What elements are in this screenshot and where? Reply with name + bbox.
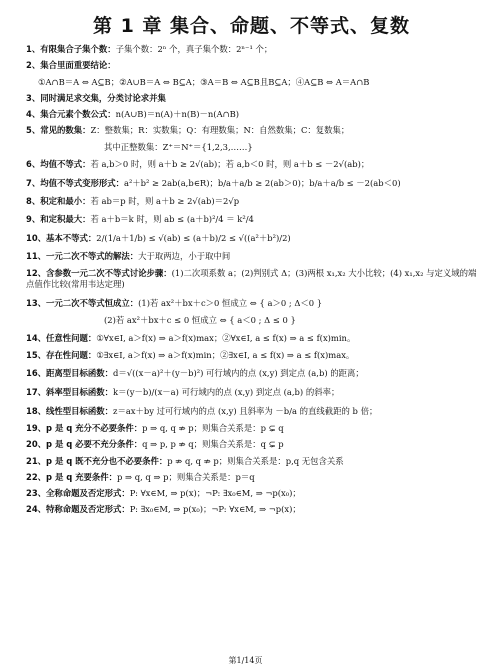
item-label: 积定和最小：: [40, 195, 91, 206]
item-label: 存在性问题：: [46, 349, 97, 360]
item-text: 大于取两边，小于取中间: [138, 251, 231, 262]
list-item: [26, 439, 477, 451]
item-text: 若 a,b＞0 时，则 a＋b ≥ 2√(ab)；若 a,b＜0 时，则 a＋b ≤ －2√(ab)；: [90, 159, 370, 170]
item-label: 线性型目标函数：: [46, 406, 114, 417]
item-number: 15、: [26, 349, 47, 360]
item-number: 23、: [26, 488, 47, 499]
item-text: n(A∪B)＝n(A)＋n(B)－n(A∩B): [115, 109, 240, 120]
item-number: 14、: [26, 333, 47, 344]
list-item: [26, 142, 477, 154]
item-number: 9、: [26, 214, 41, 225]
item-label: 一元二次不等式恒成立：: [46, 297, 139, 308]
item-text: k＝(y－b)/(x－a) 可行域内的点 (x,y) 到定点 (a,b) 的斜率；: [113, 387, 340, 398]
list-item: [26, 268, 477, 291]
list-item: [26, 333, 477, 345]
item-label: 任意性问题：: [46, 333, 97, 344]
item-label: 距离型目标函数：: [46, 368, 114, 379]
item-text: ①A∩B＝A ⇔ A⊆B；②A∪B＝A ⇔ B⊆A；③A＝B ⇔ A⊆B且B⊆A；④A⊆B ⇔ A＝A∩B: [38, 76, 370, 87]
list-item: [26, 93, 477, 105]
item-text: ①∀x∈I, a＞f(x) ⇒ a＞f(x)max；②∀x∈I, a ≤ f(x) ⇒ a ≤ f(x)min。: [96, 333, 356, 344]
list-item: [26, 504, 477, 516]
item-number: 13、: [26, 297, 47, 308]
item-text: a²＋b² ≥ 2ab(a,b∈R)；b/a＋a/b ≥ 2(ab＞0)；b/a＋a/b ≤ －2(ab＜0): [123, 177, 401, 188]
item-text: P: ∀x∈M, ⇒ p(x)；¬P: ∃x₀∈M, ⇒ ¬p(x₀)；: [129, 488, 301, 499]
item-text: (2)若 ax²＋bx＋c ≤ 0 恒成立 ⇔ { a＜0 ; Δ ≤ 0 }: [104, 315, 296, 326]
chapter-title: 第 1 章 集合、命题、不等式、复数: [92, 15, 411, 37]
list-item: [26, 251, 477, 263]
item-number: 3、: [26, 92, 41, 103]
item-text: 子集个数：2ⁿ 个，真子集个数：2ⁿ⁻¹ 个；: [115, 44, 273, 54]
list-item: [26, 232, 477, 245]
list-item: [26, 423, 477, 435]
item-number: 4、: [26, 109, 41, 120]
item-text: 若 ab＝p 时，则 a＋b ≥ 2√(ab)＝2√p: [90, 195, 240, 206]
item-number: 22、: [26, 471, 47, 482]
item-label: 一元二次不等式的解法：: [46, 251, 139, 262]
item-label: 集合里面重要结论：: [40, 60, 116, 71]
item-text: 其中正整数集：Z⁺＝N⁺＝{1,2,3,……}: [104, 141, 253, 152]
item-text: 2/(1/a＋1/b) ≤ √(ab) ≤ (a＋b)/2 ≤ √((a²＋b²)/2): [96, 233, 291, 244]
item-label: 常见的数集：: [40, 125, 91, 136]
list-item: [26, 472, 477, 484]
item-text: q ⇒ p, p ⇏ q；则集合关系是：q ⊊ p: [142, 439, 284, 450]
item-label: 斜率型目标函数：: [46, 387, 114, 398]
item-number: 7、: [26, 177, 41, 188]
item-number: 2、: [26, 60, 41, 71]
item-label: 特称命题及否定形式：: [46, 504, 130, 515]
list-item: [26, 159, 477, 171]
item-number: 12、: [26, 267, 47, 278]
item-text: p ⇒ q, q ⇒ p；则集合关系是：p＝q: [117, 471, 255, 482]
list-item: [26, 488, 477, 500]
item-number: 6、: [26, 159, 41, 170]
list-item: [26, 367, 477, 380]
item-label: p 是 q 充要条件：: [46, 471, 118, 482]
item-label: 均值不等式变形形式：: [40, 177, 124, 188]
list-item: [26, 386, 477, 399]
list-item: [26, 314, 477, 327]
item-text: p ⇒ q, q ⇏ p；则集合关系是：p ⊊ q: [142, 422, 284, 433]
item-number: 20、: [26, 439, 47, 450]
item-text: (1)二次项系数 a；(2)判别式 Δ；(3)两根 x₁,x₂ 大小比较；(4) x₁,x₂ 与定义域的端点值作比较(常用韦达定理): [26, 267, 477, 290]
item-number: 18、: [26, 406, 47, 417]
item-text: 若 a＋b＝k 时，则 ab ≤ (a＋b)²/4 ＝ k²/4: [90, 214, 254, 225]
item-number: 5、: [26, 125, 41, 136]
item-number: 17、: [26, 387, 47, 398]
item-label: 有限集合子集个数：: [40, 44, 116, 54]
item-label: 基本不等式：: [46, 233, 97, 244]
list-item: [26, 350, 477, 362]
item-label: 同时满足求交集，分类讨论求并集: [40, 92, 166, 103]
item-text: (1)若 ax²＋bx＋c＞0 恒成立 ⇔ { a＞0 ; Δ＜0 }: [138, 297, 323, 308]
item-text: z＝ax＋by 过可行域内的点 (x,y) 且斜率为 －b/a 的直线截距的 b 倍；: [113, 406, 378, 417]
list-item: [26, 456, 477, 468]
item-number: 1、: [26, 44, 41, 54]
list-item: [26, 125, 477, 137]
item-label: 集合元素个数公式：: [40, 109, 116, 120]
item-number: 21、: [26, 455, 47, 466]
list-item: [26, 405, 477, 418]
list-item: [26, 177, 477, 190]
list-item: [26, 109, 477, 121]
list-item: [26, 44, 477, 56]
item-text: p ⇏ q, q ⇏ p；则集合关系是：p,q 无包含关系: [167, 455, 344, 466]
item-label: 均值不等式：: [40, 159, 91, 170]
item-label: p 是 q 既不充分也不必要条件：: [46, 455, 168, 466]
page-number: 第1/14页: [228, 656, 263, 665]
item-number: 8、: [26, 195, 41, 206]
item-number: 11、: [26, 251, 47, 262]
item-label: 和定积最大：: [40, 214, 91, 225]
list-item: [26, 60, 477, 72]
item-label: p 是 q 充分不必要条件：: [46, 422, 143, 433]
item-number: 16、: [26, 368, 47, 379]
list-item: [26, 297, 477, 310]
item-label: 全称命题及否定形式：: [46, 488, 130, 499]
item-number: 24、: [26, 504, 47, 515]
list-item: [26, 77, 477, 89]
item-text: Z：整数集；R：实数集；Q：有理数集；N：自然数集；C：复数集；: [90, 125, 350, 136]
item-label: p 是 q 必要不充分条件：: [46, 439, 143, 450]
item-text: ①∃x∈I, a＞f(x) ⇒ a＞f(x)min；②∃x∈I, a ≤ f(x) ⇒ a ≤ f(x)max。: [96, 349, 355, 360]
item-text: d＝√((x－a)²＋(y－b)²) 可行域内的点 (x,y) 到定点 (a,b) 的距离；: [113, 368, 364, 379]
item-number: 10、: [26, 233, 47, 244]
item-label: 含参数一元二次不等式讨论步骤：: [46, 267, 172, 278]
list-item: [26, 196, 477, 208]
item-text: P: ∃x₀∈M, ⇒ p(x₀)；¬P: ∀x∈M, ⇒ ¬p(x)；: [129, 504, 301, 515]
list-item: [26, 213, 477, 226]
item-number: 19、: [26, 422, 47, 433]
formula-list: [26, 44, 477, 516]
